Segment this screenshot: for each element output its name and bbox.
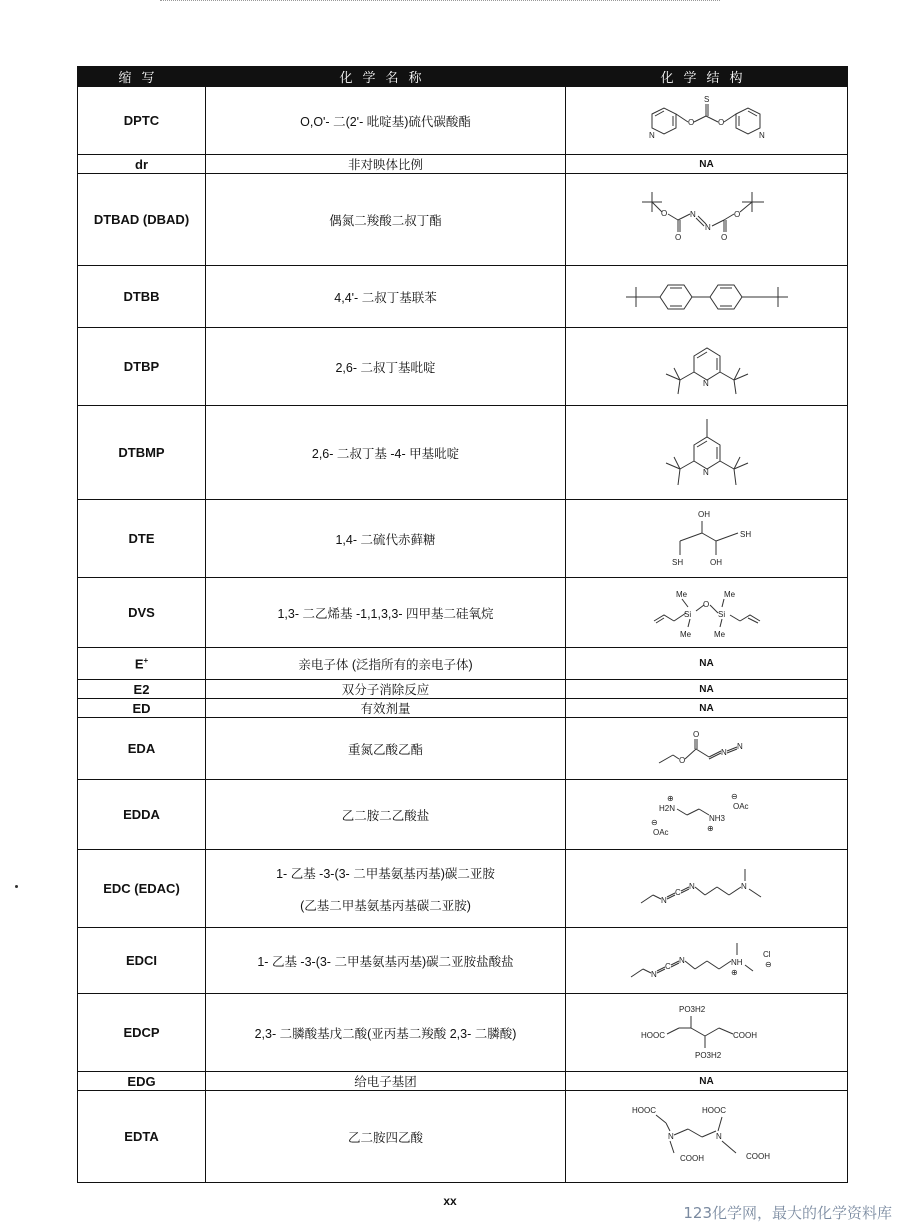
table-row bbox=[78, 174, 848, 266]
svg-text:OAc: OAc bbox=[732, 801, 749, 811]
svg-text:N: N bbox=[740, 881, 747, 891]
watermark: 123化学网，最大的化学资料库 bbox=[683, 1204, 892, 1222]
svg-text:Me: Me bbox=[675, 589, 687, 599]
abbr-cell: DPTC bbox=[78, 87, 206, 155]
svg-text:N: N bbox=[702, 378, 709, 388]
svg-text:O: O bbox=[687, 117, 694, 127]
table-row bbox=[78, 928, 848, 994]
structure-dvs bbox=[566, 578, 848, 648]
name-line-2: (乙基二甲基氨基丙基碳二亚胺) bbox=[300, 898, 471, 913]
abbr-cell: DTBB bbox=[78, 266, 206, 328]
structure-drawing bbox=[642, 585, 772, 641]
header-structure: 化学结构 bbox=[566, 67, 848, 87]
header-abbr: 缩写 bbox=[78, 67, 206, 87]
abbr-cell: DTBAD (DBAD) bbox=[78, 174, 206, 266]
svg-text:OH: OH bbox=[697, 509, 710, 519]
svg-text:Si: Si bbox=[683, 609, 691, 619]
abbr-cell: E2 bbox=[78, 680, 206, 699]
svg-text:C: C bbox=[664, 961, 671, 971]
table-row bbox=[78, 994, 848, 1072]
svg-text:HOOC: HOOC bbox=[701, 1105, 726, 1115]
svg-text:⊖: ⊖ bbox=[730, 791, 738, 801]
structure-edcp bbox=[566, 994, 848, 1072]
header-name: 化学名称 bbox=[206, 67, 566, 87]
structure-drawing bbox=[622, 1101, 792, 1173]
table-row bbox=[78, 1072, 848, 1091]
structure-drawing bbox=[622, 277, 792, 317]
structure-edci bbox=[566, 928, 848, 994]
svg-text:N: N bbox=[650, 969, 657, 979]
svg-text:COOH: COOH bbox=[745, 1151, 770, 1161]
abbreviation-table bbox=[77, 66, 848, 1183]
name-cell: 2,3- 二膦酸基戊二酸(亚丙基二羧酸 2,3- 二膦酸) bbox=[206, 994, 566, 1072]
svg-text:⊖: ⊖ bbox=[764, 959, 772, 969]
svg-text:OH: OH bbox=[709, 557, 722, 567]
name-cell: 乙二胺二乙酸盐 bbox=[206, 780, 566, 850]
structure-drawing bbox=[647, 727, 767, 771]
na-label: NA bbox=[699, 658, 714, 669]
svg-text:COOH: COOH bbox=[679, 1153, 704, 1163]
name-cell: 偶氮二羧酸二叔丁酯 bbox=[206, 174, 566, 266]
structure-drawing bbox=[652, 505, 762, 573]
name-cell: 给电子基团 bbox=[206, 1072, 566, 1091]
structure-drawing bbox=[632, 94, 782, 148]
svg-text:O: O bbox=[660, 208, 667, 218]
svg-text:HOOC: HOOC bbox=[631, 1105, 656, 1115]
structure-edda bbox=[566, 780, 848, 850]
svg-text:O: O bbox=[702, 599, 709, 609]
abbr-cell: ED bbox=[78, 699, 206, 718]
structure-eda bbox=[566, 718, 848, 780]
svg-text:N: N bbox=[688, 881, 695, 891]
table-row bbox=[78, 578, 848, 648]
name-cell: 非对映体比例 bbox=[206, 155, 566, 174]
svg-text:O: O bbox=[720, 232, 727, 242]
svg-text:N: N bbox=[648, 130, 655, 140]
table-row bbox=[78, 1091, 848, 1183]
name-cell: 有效剂量 bbox=[206, 699, 566, 718]
structure-dte bbox=[566, 500, 848, 578]
svg-text:N: N bbox=[736, 741, 743, 751]
name-cell: 2,6- 二叔丁基吡啶 bbox=[206, 328, 566, 406]
svg-text:SH: SH bbox=[739, 529, 751, 539]
svg-text:PO3H2: PO3H2 bbox=[678, 1004, 705, 1014]
structure-edta bbox=[566, 1091, 848, 1183]
svg-text:C: C bbox=[674, 887, 681, 897]
abbr-cell: DTBMP bbox=[78, 406, 206, 500]
name-cell: 亲电子体 (泛指所有的亲电子体) bbox=[206, 648, 566, 680]
svg-text:OAc: OAc bbox=[652, 827, 669, 837]
svg-text:N: N bbox=[667, 1131, 674, 1141]
abbr-cell: EDDA bbox=[78, 780, 206, 850]
svg-text:Si: Si bbox=[717, 609, 725, 619]
name-cell: 1,3- 二乙烯基 -1,1,3,3- 四甲基二硅氧烷 bbox=[206, 578, 566, 648]
table-row bbox=[78, 680, 848, 699]
structure-dptc bbox=[566, 87, 848, 155]
structure-drawing bbox=[627, 935, 787, 987]
abbr-cell: EDG bbox=[78, 1072, 206, 1091]
svg-text:Me: Me bbox=[723, 589, 735, 599]
table-row bbox=[78, 328, 848, 406]
structure-dtbad bbox=[566, 174, 848, 266]
table-row bbox=[78, 266, 848, 328]
abbr-cell: EDC (EDAC) bbox=[78, 850, 206, 928]
svg-text:Cl: Cl bbox=[762, 949, 771, 959]
name-cell: 双分子消除反应 bbox=[206, 680, 566, 699]
svg-text:N: N bbox=[758, 130, 765, 140]
abbr-cell: DTE bbox=[78, 500, 206, 578]
table-row bbox=[78, 850, 848, 928]
structure-drawing bbox=[632, 190, 782, 250]
svg-text:O: O bbox=[678, 755, 685, 765]
svg-text:N: N bbox=[689, 209, 696, 219]
svg-text:N: N bbox=[678, 955, 685, 965]
na-label: NA bbox=[699, 158, 714, 170]
na-label: NA bbox=[699, 683, 714, 695]
name-cell: 2,6- 二叔丁基 -4- 甲基吡啶 bbox=[206, 406, 566, 500]
svg-text:PO3H2: PO3H2 bbox=[694, 1050, 721, 1060]
abbr-cell: DTBP bbox=[78, 328, 206, 406]
svg-text:SH: SH bbox=[671, 557, 683, 567]
svg-text:NH3: NH3 bbox=[708, 813, 725, 823]
abbr-cell: EDTA bbox=[78, 1091, 206, 1183]
structure-drawing bbox=[637, 1000, 777, 1066]
svg-text:H2N: H2N bbox=[658, 803, 675, 813]
name-cell: 重氮乙酸乙酯 bbox=[206, 718, 566, 780]
name-cell bbox=[206, 850, 566, 928]
svg-text:HOOC: HOOC bbox=[640, 1030, 665, 1040]
abbr-cell: EDA bbox=[78, 718, 206, 780]
abbr-cell: E+ bbox=[78, 648, 206, 680]
table-row bbox=[78, 155, 848, 174]
svg-text:O: O bbox=[733, 209, 740, 219]
svg-text:N: N bbox=[715, 1131, 722, 1141]
svg-text:O: O bbox=[674, 232, 681, 242]
table-row bbox=[78, 648, 848, 680]
page-number: xx bbox=[443, 1194, 457, 1208]
table-row bbox=[78, 406, 848, 500]
structure-drawing bbox=[637, 859, 777, 919]
name-cell: 乙二胺四乙酸 bbox=[206, 1091, 566, 1183]
svg-text:S: S bbox=[703, 94, 709, 104]
svg-text:COOH: COOH bbox=[732, 1030, 757, 1040]
abbr-cell: EDCI bbox=[78, 928, 206, 994]
svg-text:Me: Me bbox=[713, 629, 725, 639]
name-cell: 1,4- 二硫代赤藓糖 bbox=[206, 500, 566, 578]
svg-text:N: N bbox=[720, 747, 727, 757]
scan-artifact bbox=[160, 0, 720, 7]
svg-text:⊕: ⊕ bbox=[706, 823, 714, 833]
svg-text:O: O bbox=[717, 117, 724, 127]
structure-dtbmp bbox=[566, 406, 848, 500]
svg-text:⊖: ⊖ bbox=[650, 817, 658, 827]
na-label: NA bbox=[699, 1075, 714, 1087]
table-row bbox=[78, 500, 848, 578]
abbr-cell: dr bbox=[78, 155, 206, 174]
svg-text:⊕: ⊕ bbox=[666, 793, 674, 803]
abbr-cell: DVS bbox=[78, 578, 206, 648]
name-line-1: 1- 乙基 -3-(3- 二甲基氨基丙基)碳二亚胺 bbox=[276, 866, 495, 881]
table-header bbox=[78, 67, 848, 87]
name-cell: 4,4'- 二叔丁基联苯 bbox=[206, 266, 566, 328]
svg-text:N: N bbox=[660, 895, 667, 905]
scan-dot bbox=[15, 885, 18, 888]
svg-text:NH: NH bbox=[730, 957, 743, 967]
name-cell: O,O'- 二(2'- 吡啶基)硫代碳酸酯 bbox=[206, 87, 566, 155]
table-row bbox=[78, 780, 848, 850]
svg-text:N: N bbox=[702, 467, 709, 477]
svg-text:N: N bbox=[704, 222, 711, 232]
svg-text:O: O bbox=[692, 729, 699, 739]
abbr-cell: EDCP bbox=[78, 994, 206, 1072]
structure-dtbp bbox=[566, 328, 848, 406]
structure-drawing bbox=[652, 334, 762, 400]
structure-drawing bbox=[647, 787, 767, 843]
name-cell: 1- 乙基 -3-(3- 二甲基氨基丙基)碳二亚胺盐酸盐 bbox=[206, 928, 566, 994]
structure-dtbb bbox=[566, 266, 848, 328]
structure-edc bbox=[566, 850, 848, 928]
table-row bbox=[78, 87, 848, 155]
svg-text:⊕: ⊕ bbox=[730, 967, 738, 977]
structure-drawing bbox=[652, 413, 762, 493]
na-label: NA bbox=[699, 702, 714, 714]
svg-text:Me: Me bbox=[679, 629, 691, 639]
table-row bbox=[78, 718, 848, 780]
table-row bbox=[78, 699, 848, 718]
